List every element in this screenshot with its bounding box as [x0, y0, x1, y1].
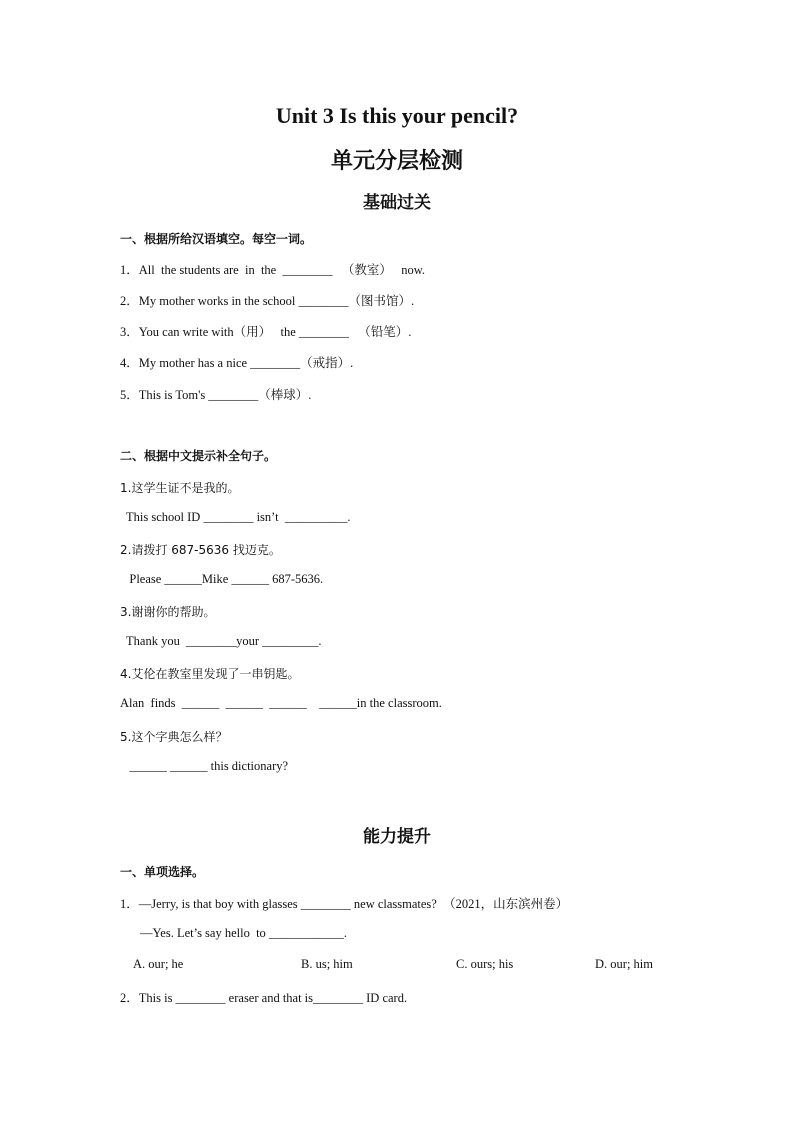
- part3-heading: 一、单项选择。: [120, 865, 205, 879]
- option-b: B. us; him: [301, 957, 353, 971]
- part2-item-2-en: Please ______Mike ______ 687-5636.: [120, 572, 324, 586]
- question-1-stem: 1．—Jerry, is that boy with glasses ________ new classmates? （2021，山东滨州卷）: [120, 897, 569, 911]
- part2-item-3-zh: 3.谢谢你的帮助。: [120, 605, 216, 619]
- option-a: A. our; he: [133, 957, 184, 971]
- part1-item-2: 2．My mother works in the school ________（图书馆）.: [120, 294, 415, 308]
- part2-item-5-en: ______ ______ this dictionary?: [120, 759, 289, 773]
- page-title: Unit 3 Is this your pencil?: [275, 103, 519, 128]
- part2-item-4-en: Alan finds ______ ______ ______ ______in the classroom.: [120, 696, 442, 710]
- part2-item-1-zh: 1.这学生证不是我的。: [120, 481, 240, 495]
- part2-item-4-zh: 4.艾伦在教室里发现了一串钥匙。: [120, 667, 300, 681]
- part1-item-3: 3．You can write with（用） the ________ （铅笔）.: [120, 325, 412, 339]
- page-subtitle: 单元分层检测: [330, 149, 463, 174]
- part1-item-1: 1．All the students are in the ________ （教室） now.: [120, 263, 426, 277]
- part1-item-5: 5．This is Tom's ________（棒球）.: [120, 388, 312, 402]
- part2-item-3-en: Thank you ________your _________.: [120, 634, 322, 648]
- question-1-reply: —Yes. Let’s say hello to ____________.: [140, 926, 348, 940]
- part1-heading: 一、根据所给汉语填空。每空一词。: [120, 232, 313, 246]
- part2-item-2-zh: 2.请拨打 687-5636 找迈克。: [120, 543, 281, 557]
- section-heading-advanced: 能力提升: [363, 827, 431, 847]
- section-heading-basic: 基础过关: [363, 193, 431, 213]
- part2-heading: 二、根据中文提示补全句子。: [120, 449, 277, 463]
- question-2-stem: 2．This is ________ eraser and that is________ ID card.: [120, 991, 408, 1005]
- part2-item-5-zh: 5.这个字典怎么样？: [120, 730, 228, 744]
- option-d: D. our; him: [595, 957, 653, 971]
- part1-item-4: 4．My mother has a nice ________（戒指）.: [120, 356, 354, 370]
- option-c: C. ours; his: [456, 957, 514, 971]
- part2-item-1-en: This school ID ________ isn’t __________.: [120, 510, 351, 524]
